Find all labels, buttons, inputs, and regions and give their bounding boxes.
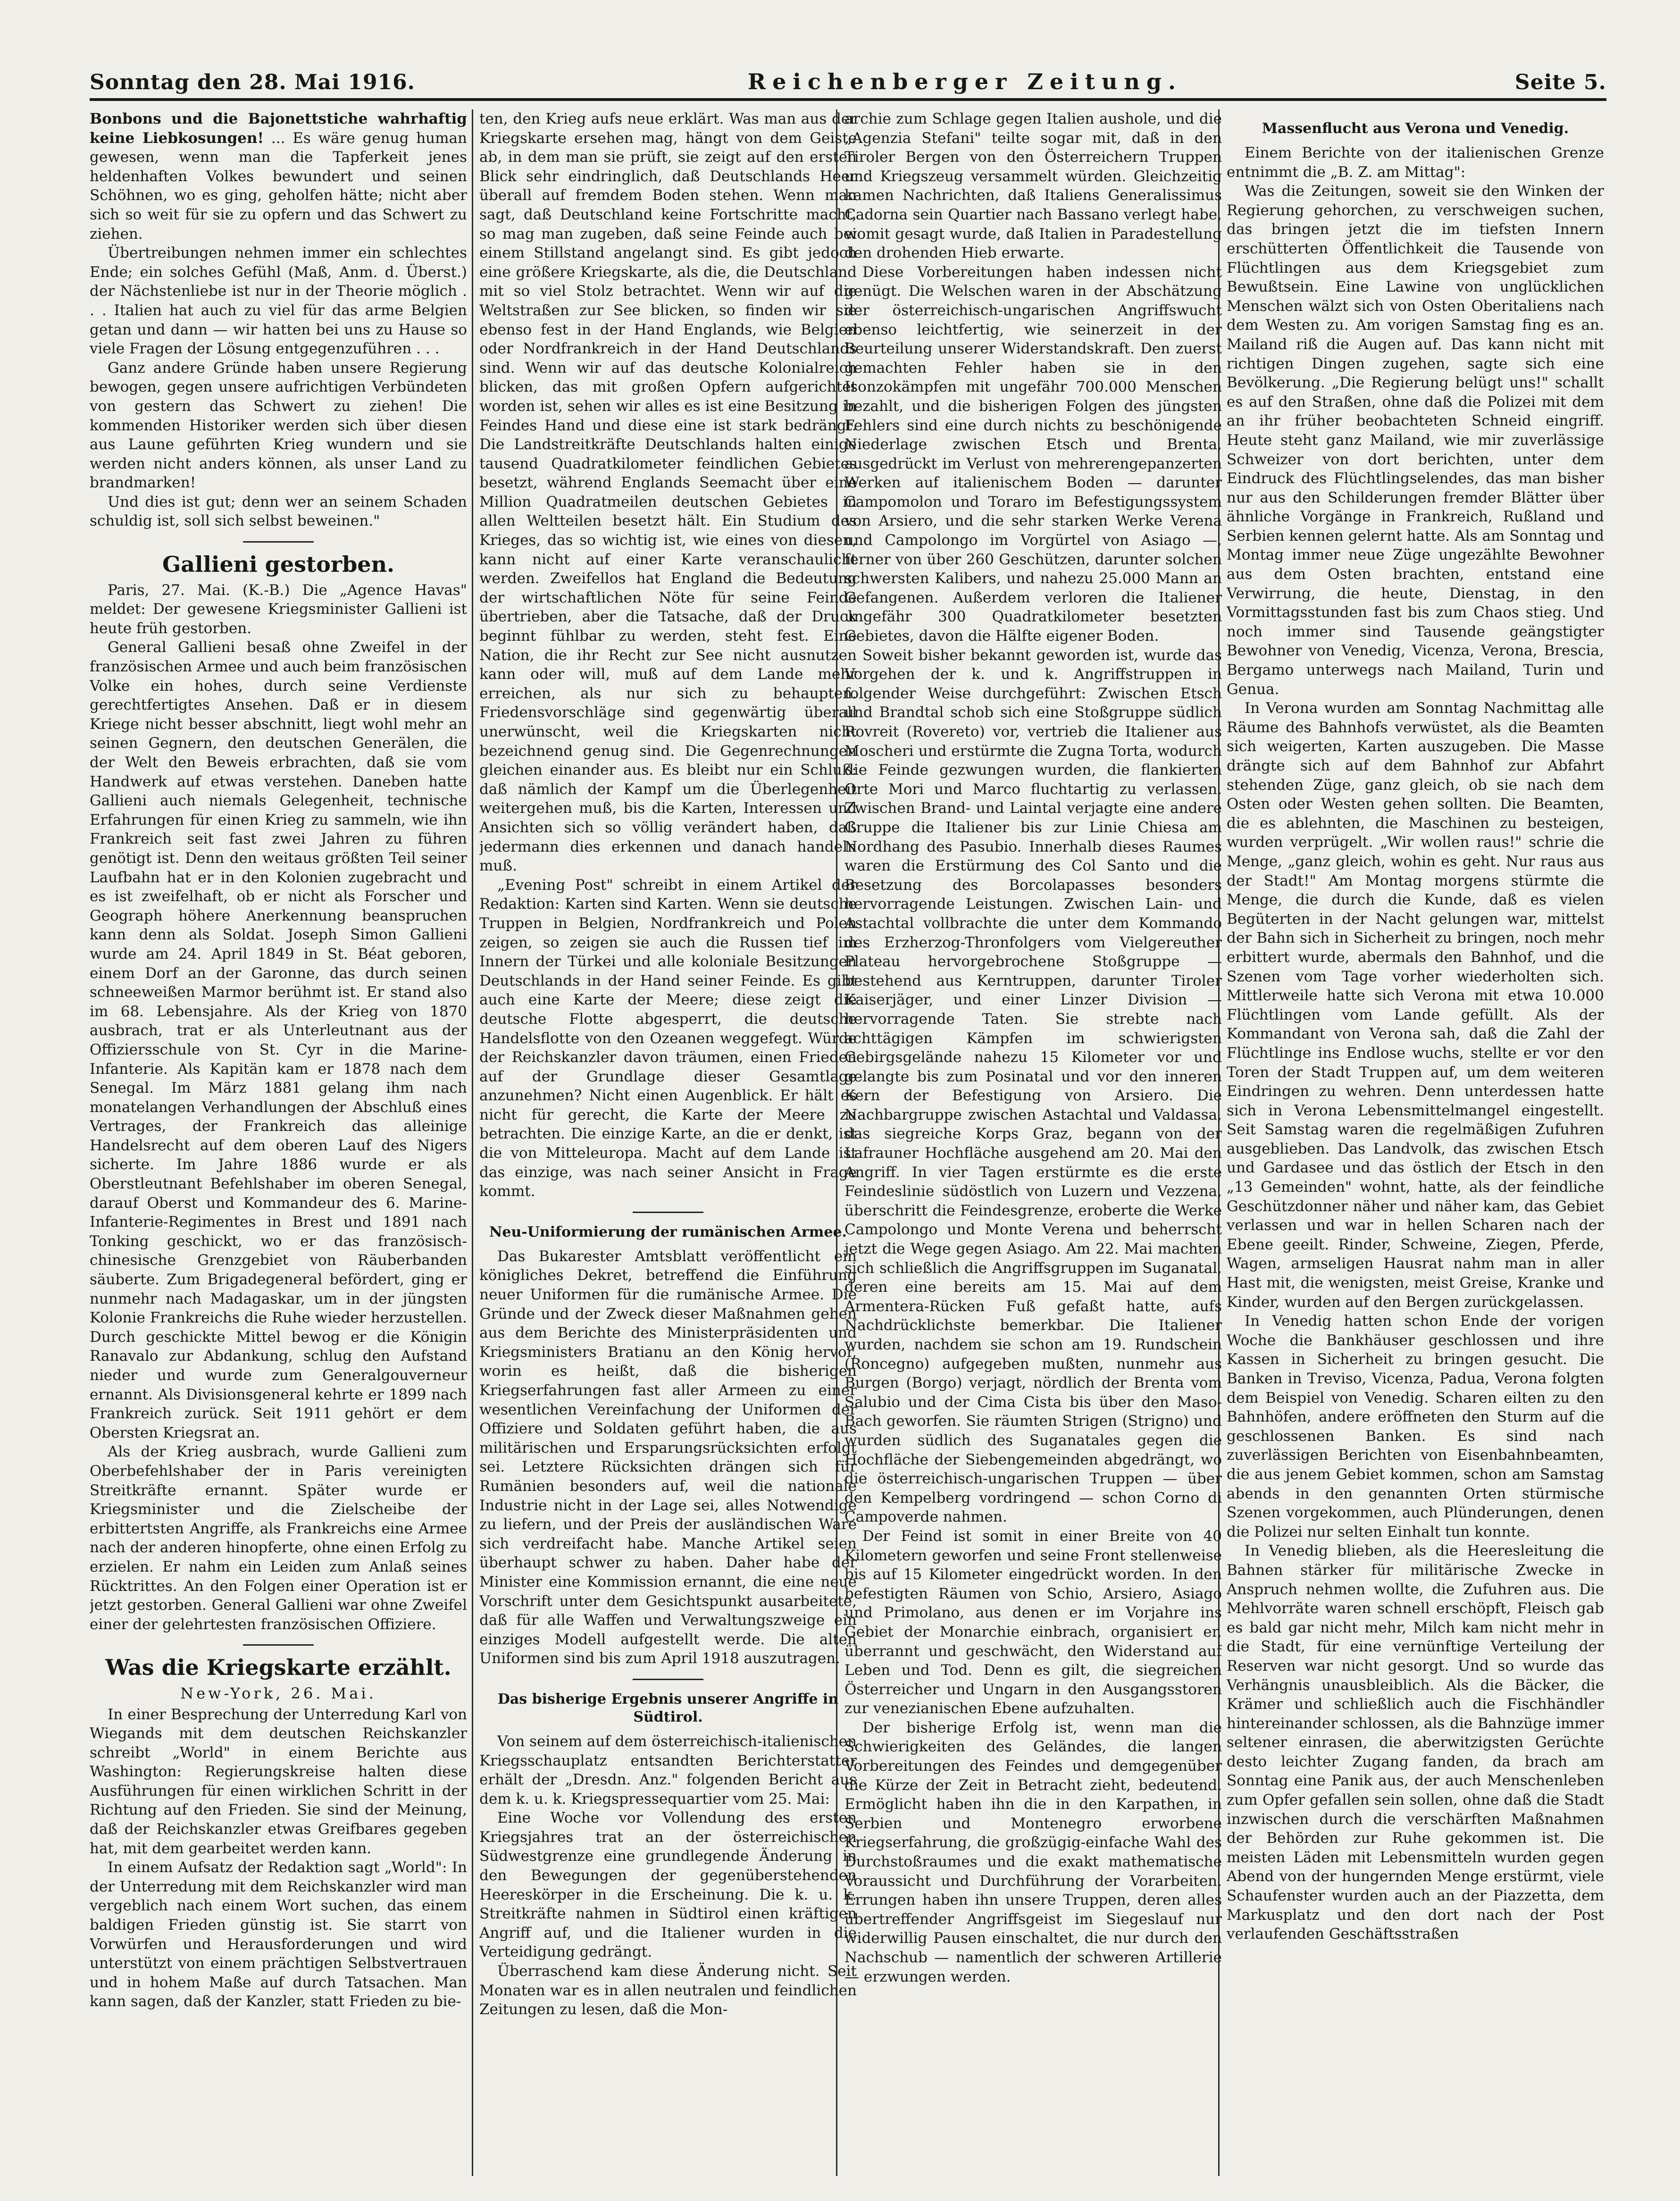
column-4: [1227, 109, 1604, 2176]
column-1: [90, 109, 467, 2176]
paragraph: In Verona wurden am Sonntag Nachmittag alle Räume des Bahnhofs verwüstet, als die Beamten sich weigerten, Karten auszugeben. Die Masse drängte sich auf dem Bahnhof zur Abfahrt stehenden Züge, ganz gleich, ob sie nach dem Osten oder Westen gehen sollten. Die Beamten, die es ablehnten, die Maschinen zu besteigen, wurden verprügelt. „Wir wollen raus!" schrie die Menge, „ganz gleich, wohin es geht. Nur raus aus der Stadt!" Am Montag morgens stürmte die Menge, die durch die Kunde, daß es vielen Begüterten in der Nacht gelungen war, mittelst der Bahn sich in Sicherheit zu bringen, noch mehr erbittert wurde, abermals den Bahnhof, und die Szenen vom Tage vorher wiederholten sich. Mittlerweile hatte sich Verona mit etwa 10.000 Flüchtlingen vom Lande gefüllt. Als der Kommandant von Verona sah, daß die Zahl der Flüchtlinge ins Endlose wuchs, stellte er vor den Toren der Stadt Truppen auf, um dem weiteren Eindringen zu wehren. Denn unterdessen hatte sich in Verona Lebensmittelmangel eingestellt. Seit Samstag waren die regelmäßigen Zufuhren ausgeblieben. Das Landvolk, das zwischen Etsch und Gardasee und das östlich der Etsch in den „13 Gemeinden" wohnt, hatte, als der feindliche Geschützdonner näher und näher kam, das Gebiet verlassen und war in hellen Scharen nach der Ebene geeilt. Rinder, Schweine, Ziegen, Pferde, Wagen, armseligen Hausrat nahm man in aller Hast mit, die wenigsten, meist Greise, Kranke und Kinder, wurden auf den Bergen zurückgelassen.: [1227, 700, 1604, 1311]
paragraph: ... Es wäre genug human gewesen, wenn man die Tapferkeit jenes heldenhaften Volkes bewundert und seinen Schöhnen, wo es ging, geholfen hätte; nicht aber sich so weit für sie zu opfern und das Schwert zu ziehen.: [90, 129, 467, 243]
paragraph: Eine Woche vor Vollendung des ersten Kriegsjahres trat an der österreichischen Südwestgrenze eine grundlegende Änderung in den Bewegungen der gegenüberstehenden Heereskörper in die Erscheinung. Die k. u. k. Streitkräfte nahmen in Südtirol einen kräftigen Angriff auf, und die Italiener wurden in die Verteidigung gedrängt.: [479, 1809, 857, 1961]
issue-date: Sonntag den 28. Mai 1916.: [90, 70, 415, 94]
column-3: [844, 109, 1222, 2176]
paragraph: Von seinem auf dem österreichisch-italienischen Kriegsschauplatz entsandten Berichterstatter erhält der „Dresdn. Anz." folgenden Bericht aus dem k. u. k. Kriegspressequartier vom 25. Mai:: [479, 1732, 857, 1808]
separator-rule: [633, 1212, 703, 1213]
paragraph: Überraschend kam diese Änderung nicht. Seit Monaten war es in allen neutralen und feindlichen Zeitungen zu lesen, daß die Mon-: [479, 1963, 857, 2018]
paragraph: Das Bukarester Amtsblatt veröffentlicht ein königliches Dekret, betreffend die Einführung neuer Uniformen für die rumänische Armee. Die Gründe und der Zweck dieser Maßnahmen gehen aus dem Berichte des Ministerpräsidenten und Kriegsministers Bratianu an den König hervor, worin es heißt, daß die bisherigen Kriegserfahrungen fast aller Armeen zu einer wesentlichen Vereinfachung der Uniformen der Offiziere und Soldaten geführt haben, die aus militärischen und Ersparungsrücksichten erfolgt sei. Letztere Rücksichten drängen sich für Rumänien besonders auf, weil die nationale Industrie nicht in der Lage sei, alles Notwendige zu liefern, und der Preis der ausländischen Ware sich verdreifacht habe. Manche Artikel seien überhaupt schwer zu haben. Daher habe der Minister eine Kommission ernannt, die eine neue Vorschrift unter dem Gesichtspunkt ausarbeitete, daß für alle Waffen und Verwaltungszweige ein einziges Modell aufgestellt werde. Die alten Uniformen sind bis zum April 1918 auszutragen.: [479, 1247, 857, 1667]
header-rule: [90, 98, 1606, 101]
paragraph: archie zum Schlage gegen Italien aushole, und die „Agenzia Stefani" teilte sogar mit, daß in den Tiroler Bergen von den Österreichern Truppen und Kriegszeug versammelt würden. Gleichzeitig kamen Nachrichten, daß Italiens Generalissimus Cadorna sein Quartier nach Bassano verlegt habe, womit gesagt wurde, daß Italien in Paradestellung den drohenden Hieb erwarte.: [844, 110, 1222, 262]
headline-gallieni: Gallieni gestorben.: [162, 552, 395, 577]
paragraph: In einer Besprechung der Unterredung Karl von Wiegands mit dem deutschen Reichskanzler schreibt „World" in einem Berichte aus Washington: Regierungskreise halten diese Ausführungen für einen wirklichen Schritt in der Richtung auf den Frieden. Sie sind der Meinung, daß der Reichskanzler etwas Greifbares gegeben hat, mit dem gearbeitet werden kann.: [90, 1706, 467, 1857]
separator-rule: [243, 1644, 314, 1646]
column-rule: [472, 109, 473, 2176]
paragraph: General Gallieni besaß ohne Zweifel in der französischen Armee und auch beim französischen Volke ein hohes, durch seine Verdienste gerechtfertigtes Ansehen. Daß er in diesem Kriege nicht besser abschnitt, liegt wohl mehr an seinen Gegnern, den deutschen Generälen, die der Welt den Beweis erbrachten, daß sie vom Handwerk auf etwas verstehen. Daneben hatte Gallieni auch niemals Gelegenheit, technische Erfahrungen für einen Krieg zu sammeln, wie ihn Frankreich seit fast zwei Jahren zu führen genötigt ist. Denn den weitaus größten Teil seiner Laufbahn hat er in den Kolonien zugebracht und es ist zweifelhaft, ob er nicht als Forscher und Geograph höhere Anerkennung beanspruchen kann denn als Soldat. Joseph Simon Gallieni wurde am 24. April 1849 in St. Béat geboren, einem Dorf an der Garonne, das durch seinen schneeweißen Marmor berühmt ist. Er stand also im 68. Lebensjahre. Als der Krieg von 1870 ausbrach, trat er als Unterleutnant aus der Offiziersschule von St. Cyr in die Marine-Infanterie. Als Kapitän kam er 1878 nach dem Senegal. Im März 1881 gelang ihm nach monatelangen Verhandlungen der Abschluß eines Vertrages, der Frankreich das alleinige Handelsrecht auf dem oberen Lauf des Nigers sicherte. Im Jahre 1886 wurde er als Oberstleutnant Befehlshaber im oberen Senegal, darauf Oberst und Kommandeur des 6. Marine-Infanterie-Regimentes in Brest und 1891 nach Tonking geschickt, wo er das französisch-chinesische Grenzgebiet von Räuberbanden säuberte. Zum Brigadegeneral befördert, ging er nunmehr nach Madagaskar, um in der jüngsten Kolonie Frankreichs die Ruhe wieder herzustellen. Durch geschickte Mittel bewog er die Königin Ranavalo zur Abdankung, schlug den Aufstand nieder und wurde zum Generalgouverneur ernannt. Als Divisionsgeneral kehrte er 1899 nach Frankreich zurück. Seit 1911 gehört er dem Obersten Kriegsrat an.: [90, 639, 467, 1441]
paragraph: Der Feind ist somit in einer Breite von 40 Kilometern geworfen und seine Front stellenweise bis auf 15 Kilometer eingedrückt worden. In den befestigten Räumen von Schio, Arsiero, Asiago und Primolano, aus denen er im Vorjahre ins Gebiet der Monarchie einbrach, organisiert er, überrannt und geschwächt, den Widerstand auf Leben und Tod. Denn es gilt, die siegreichen Österreicher und Ungarn in den Ausgangsstoren zur venezianischen Ebene aufzuhalten.: [844, 1527, 1222, 1717]
lead-phrase: Bonbons und die Bajonettstiche wahrhaftig keine Liebkosungen!: [90, 110, 467, 147]
separator-rule: [243, 541, 314, 543]
paragraph: ten, den Krieg aufs neue erklärt. Was man aus der Kriegskarte ersehen mag, hängt von dem Geiste ab, in dem man sie prüft, sie zeigt auf den ersten Blick sehr eindringlich, daß Deutschlands Heer überall auf fremdem Boden stehen. Wenn man sagt, daß Deutschland keine Fortschritte macht, so mag man zugeben, daß seine Feinde auch bei einem Stillstand angelangt sind. Es gibt jedoch eine größere Kriegskarte, als die, die Deutschland mit so viel Stolz betrachtet. Wenn wir auf die Weltstraßen zur See blicken, so finden wir sie ebenso fest in der Hand Englands, wie Belgien oder Nordfrankreich in der Hand Deutschlands sind. Wenn wir auf das deutsche Kolonialreich blicken, das mit großen Opfern aufgerichtet worden ist, sehen wir alles es ist eine Besitzung in Feindes Hand und diese eine ist stark bedrängt. Die Landstreitkräfte Deutschlands halten einige tausend Quadratkilometer feindlichen Gebietes besetzt, während Englands Seemacht über eine Million Quadratmeilen deutschen Gebietes in allen Weltteilen besetzt hält. Ein Studium des Krieges, das so wichtig ist, wie eines von diesen, kann nicht auf einer Karte veranschaulicht werden. Zweifellos hat England die Bedeutung der wirtschaftlichen Nöte für seine Feinde übertrieben, aber die Tatsache, daß der Druck beginnt fühlbar zu werden, steht fest. Eine Nation, die ihr Recht zur See nicht ausnutzen kann oder will, muß auf dem Lande mehr erreichen, als nur sich zu behaupten. Friedensvorschläge sind gegenwärtig überall unerwünscht, weil die Kriegskarten nicht bezeichnend genug sind. Die Gegenrechnungen gleichen einander aus. Es bleibt nur ein Schluß: daß nämlich der Kampf um die Überlegenheit weitergehen muß, bis die Karten, Interessen und Ansichten sich so völlig verändert haben, daß jedermann dies erkennen und danach handeln muß.: [479, 110, 857, 875]
separator-rule: [633, 1679, 703, 1680]
paragraph: „Evening Post" schreibt in einem Artikel der Redaktion: Karten sind Karten. Wenn sie deutsche Truppen in Belgien, Nordfrankreich und Polen zeigen, so zeigen sie auch die Russen tief im Innern der Türkei und alle koloniale Besitzungen Deutschlands in der Hand seiner Feinde. Es gibt auch eine Karte der Meere; diese zeigt die deutsche Flotte abgesperrt, die deutsche Handelsflotte von den Ozeanen weggefegt. Würde der Reichskanzler davon träumen, einen Frieden auf der Grundlage dieser Gesamtlage anzunehmen? Nicht einen Augenblick. Er hält es nicht für gerecht, die Karte der Meere zu betrachten. Die einzige Karte, an die er denkt, ist die von Mitteleuropa. Macht auf dem Lande ist das einzige, was nach seiner Ansicht in Frage kommt.: [479, 876, 857, 1200]
paragraph: Und dies ist gut; denn wer an seinem Schaden schuldig ist, soll sich selbst beweinen.": [90, 493, 467, 530]
headline-ergebnis: Das bisherige Ergebnis unserer Angriffe in Südtirol.: [497, 1691, 839, 1725]
paragraph: Übertreibungen nehmen immer ein schlechtes Ende; ein solches Gefühl (Maß, Anm. d. Überst.) der Nächstenliebe ist nur in der Theorie möglich . . . Italien hat auch zu viel für das arme Belgien getan und dann — wir hatten bei uns zu Hause so viele Fragen der Lösung entgegenzuführen . . .: [90, 244, 467, 358]
headline-massenflucht: Massenflucht aus Verona und Venedig.: [1262, 120, 1569, 137]
paragraph: Einem Berichte von der italienischen Grenze entnimmt die „B. Z. am Mittag":: [1227, 144, 1604, 181]
paragraph: Was die Zeitungen, soweit sie den Winken der Regierung gehorchen, zu verschweigen suchen, das bringen jetzt die im tiefsten Innern erschütterten Öffentlichkeit die Tausende von Flüchtlingen aus dem Kriegsgebiet zum Bewußtsein. Eine Lawine von unglücklichen Menschen wälzt sich von Osten Oberitaliens nach dem Westen zu. Am vorigen Samstag fing es an. Mailand riß die Augen auf. Das kann nicht mit richtigen Dingen zugehen, sagte sich eine Bevölkerung. „Die Regierung belügt uns!" schallt es auf den Straßen, ohne daß die Polizei mit dem an ihr früher beobachteten Schneid eingriff. Heute steht ganz Mailand, wie mir zuverlässige Schweizer von dort berichten, unter dem Eindruck des Flüchtlingselendes, das man bisher nur aus den Schilderungen fremder Blätter über ähnliche Vorgänge in Frankreich, Rußland und Serbien kennen gelernt hatte. Als am Sonntag und Montag immer neue Züge ungezählte Bewohner aus dem Osten brachten, entstand eine Verwirrung, die heute, Dienstag, in den Vormittagsstunden fast bis zum Chaos stieg. Und noch immer sind Tausende geängstigter Bewohner von Venedig, Vicenza, Verona, Brescia, Bergamo unterwegs nach Mailand, Turin und Genua.: [1227, 183, 1604, 698]
paragraph: Paris, 27. Mai. (K.-B.) Die „Agence Havas" meldet: Der gewesene Kriegsminister Gallieni ist heute früh gestorben.: [90, 581, 467, 637]
dateline: New-York, 26. Mai.: [180, 1684, 376, 1702]
paragraph: In Venedig hatten schon Ende der vorigen Woche die Bankhäuser geschlossen und ihre Kassen in Sicherheit zu bringen gesucht. Die Banken in Treviso, Vicenza, Padua, Verona folgten dem Beispiel von Venedig. Scharen eilten zu den Bahnhöfen, andere eröffneten den Sturm auf die geschlossenen Banken. Es sind nach zuverlässigen Berichten von Eisenbahnbeamten, die aus jenem Gebiet kommen, schon am Samstag abends in den genannten Orten stürmische Szenen vorgekommen, auch Plünderungen, denen die Polizei nur selten Einhalt tun konnte.: [1227, 1313, 1604, 1540]
page-number: Seite 5.: [1514, 70, 1606, 94]
paragraph: In Venedig blieben, als die Heeresleitung die Bahnen stärker für militärische Zwecke in Anspruch nehmen wollte, die Zufuhren aus. Die Mehlvorräte waren schnell erschöpft, Fleisch gab es bald gar nicht mehr, Milch kam nicht mehr in die Stadt, für eine vernünftige Verteilung der Reserven war nicht gesorgt. Und so wurde das Verhängnis unausbleiblich. Als die Bäcker, die Krämer und schließlich auch die Fischhändler hintereinander schlossen, als die Bahnzüge immer seltener einrasen, die aberwitzigsten Gerüchte desto leichter Zugang fanden, da brach am Sonntag eine Panik aus, der auch Menschenleben zum Opfer gefallen sein sollen, ohne daß die Stadt inzwischen durch die verschärften Maßnahmen der Behörden zur Ruhe gekommen ist. Die meisten Läden mit Lebensmitteln wurden gegen Abend von der hungernden Menge erstürmt, viele Schaufenster wurden auch an der Piazzetta, dem Markusplatz und den dort nach der Post verlaufenden Geschäftsstraßen: [1227, 1542, 1604, 1943]
page-header: [90, 61, 1606, 94]
paragraph: Diese Vorbereitungen haben indessen nicht genügt. Die Welschen waren in der Abschätzung der österreichisch-ungarischen Angriffswucht ebenso leichtfertig, wie seinerzeit in der Beurteilung unserer Widerstandskraft. Den zuerst gemachten Fehler haben sie in den Isonzokämpfen mit ungefähr 700.000 Menschen bezahlt, und die bisherigen Folgen des jüngsten Fehlers sind eine durch nichts zu beschönigende Niederlage zwischen Etsch und Brenta, ausgedrückt im Verlust von mehrerengepanzerten Werken auf italienischem Boden — darunter Campomolon und Toraro im Befestigungssystem von Arsiero, und die sehr starken Werke Verena und Campolongo im Vorgürtel von Asiago —, ferner von über 260 Geschützen, darunter solchen schwersten Kalibers, und nahezu 25.000 Mann an Gefangenen. Außerdem verloren die Italiener ungefähr 300 Quadratkilometer besetzten Gebietes, davon die Hälfte eigener Boden.: [844, 263, 1222, 645]
headline-kriegskarte: Was die Kriegskarte erzählt.: [105, 1655, 451, 1681]
paragraph: In einem Aufsatz der Redaktion sagt „World": In der Unterredung mit dem Reichskanzler wird man vergeblich nach einem Wort suchen, das einem baldigen Frieden günstig ist. Sie starrt von Vorwürfen und Herausforderungen und wird unterstützt von einem prächtigen Selbstvertrauen und in hohem Maße auf durch Tatsachen. Man kann sagen, daß der Kanzler, statt Frieden zu bie-: [90, 1859, 467, 2010]
paragraph: Als der Krieg ausbrach, wurde Gallieni zum Oberbefehlshaber der in Paris vereinigten Streitkräfte ernannt. Später wurde er Kriegsminister und die Zielscheibe der erbittertsten Angriffe, als Frankreichs eine Armee nach der anderen hinopferte, ohne einen Erfolg zu erzielen. Er nahm ein Leiden zum Anlaß seines Rücktrittes. An den Folgen einer Operation ist er jetzt gestorben. General Gallieni war ohne Zweifel einer der gelehrtesten französischen Offiziere.: [90, 1443, 467, 1633]
paragraph: Ganz andere Gründe haben unsere Regierung bewogen, gegen unsere aufrichtigen Verbündeten von gestern das Schwert zu ziehen! Die kommenden Historiker werden sich über diesen aus Laune geführten Krieg wundern und sie werden nicht anders können, als unser Land zu brandmarken!: [90, 359, 467, 492]
paragraph: Soweit bisher bekannt geworden ist, wurde das Vorgehen der k. und k. Angriffstruppen in folgender Weise durchgeführt: Zwischen Etsch und Brandtal schob sich eine Stoßgruppe südlich Rovreit (Rovereto) vor, vertrieb die Italiener aus Moscheri und erstürmte die Zugna Torta, wodurch die Feinde gezwungen wurden, die flankierten Orte Mori und Marco fluchtartig zu verlassen. Zwischen Brand- und Laintal verjagte eine andere Gruppe die Italiener bis zur Linie Chiesa am Nordhang des Pasubio. Innerhalb dieses Raumes waren die Erstürmung des Col Santo und die Besetzung des Borcolapasses besonders hervorragende Leistungen. Zwischen Lain- und Astachtal vollbrachte die unter dem Kommando des Erzherzog-Thronfolgers vom Vielgereuther Plateau hervorgebrochene Stoßgruppe — bestehend aus Kerntruppen, darunter Tiroler Kaiserjäger, und einer Linzer Division — hervorragende Taten. Sie strebte nach achttägigen Kämpfen im schwierigsten Gebirgsgelände nahezu 15 Kilometer vor und gelangte bis zum Posinatal und vor den inneren Kern der Befestigung von Arsiero. Die Nachbargruppe zwischen Astachtal und Valdassa, das siegreiche Korps Graz, begann von der Lafrauner Hochfläche ausgehend am 20. Mai den Angriff. In vier Tagen erstürmte es die erste Feindeslinie südöstlich von Luzern und Vezzena, überschritt die Feindesgrenze, eroberte die Werke Campolongo und Monte Verena und beherrscht jetzt die Wege gegen Asiago. Am 22. Mai machten sich schließlich die Angriffsgruppen im Suganatal, deren eine bereits am 15. Mai auf dem Armentera-Rücken Fuß gefaßt hatte, aufs Nachdrücklichste bemerkbar. Die Italiener wurden, nachdem sie schon am 19. Rundschein (Roncegno) aufgegeben mußten, nunmehr aus Burgen (Borgo) verjagt, nördlich der Brenta vom Salubio und der Cima Cista bis über den Maso-Bach geworfen. Sie räumten Strigen (Strigno) und wurden südlich des Suganatales gegen die Hochfläche der Siebengemeinden abgedrängt, wo die österreichisch-ungarischen Truppen — über den Kempelberg vordringend — schon Corno di Campoverde nahmen.: [844, 646, 1222, 1526]
newspaper-title: Reichenberger Zeitung.: [747, 69, 1183, 94]
column-2: [479, 109, 857, 2176]
paragraph: Der bisherige Erfolg ist, wenn man die Schwierigkeiten des Geländes, die langen Vorbereitungen des Feindes und demgegenüber die Kürze der Zeit in Betracht zieht, bedeutend. Ermöglicht haben ihn die in den Karpathen, in Serbien und Montenegro erworbene Kriegserfahrung, die großzügig-einfache Wahl des Durchstoßraumes und die exakt mathematische Voraussicht und Durchführung der Vorarbeiten. Errungen haben ihn unsere Truppen, deren alles übertreffender Angriffsgeist im Siegeslauf nur widerwillig Pausen einschaltet, die nur durch den Nachschub — namentlich der schweren Artillerie — erzwungen werden.: [844, 1719, 1222, 1985]
headline-neu-uniformierung: Neu-Uniformierung der rumänischen Armee.: [489, 1223, 847, 1240]
article-continuation: [90, 109, 467, 243]
